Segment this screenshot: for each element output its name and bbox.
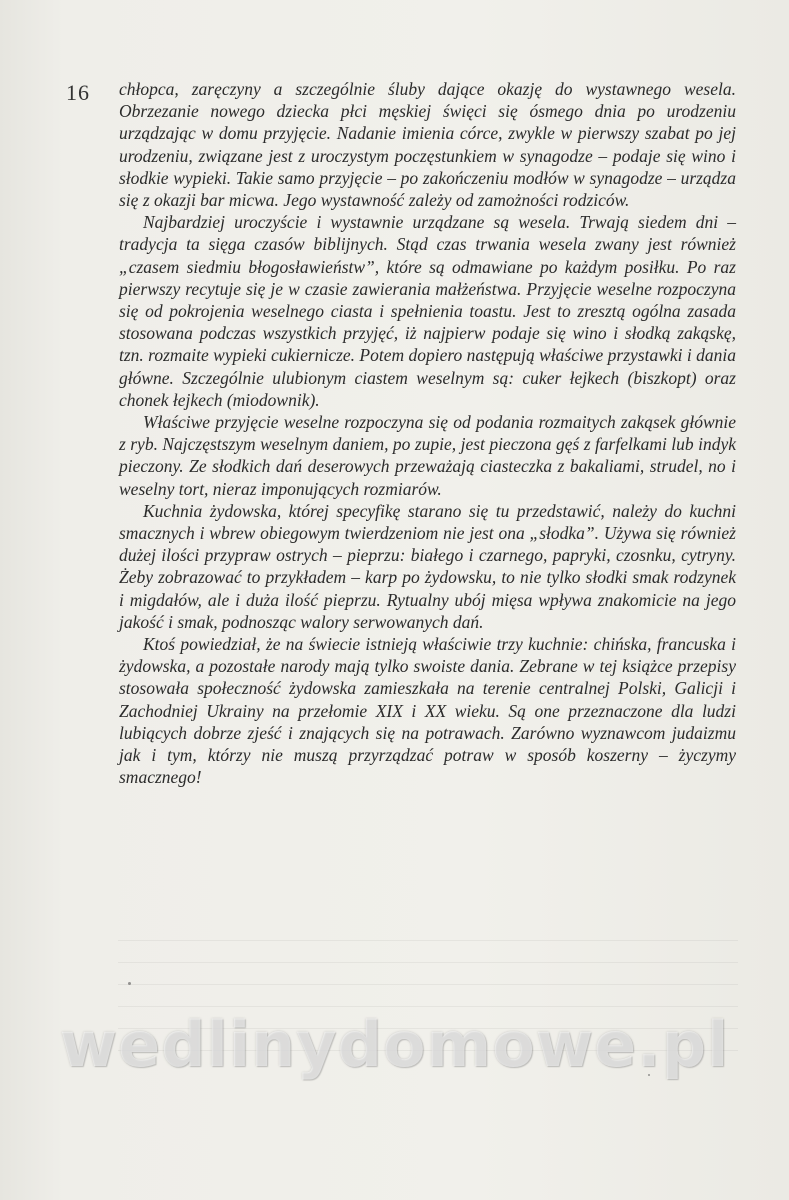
paragraph-1: chłopca, zaręczyny a szczególnie śluby dające okazję do wystawnego wesela. Obrzezanie nowego dziecka płci męskiej święci się ósmego dnia po urodzeniu urządzając w domu przyjęcie. Nadanie imienia córce, zwykle w pierwszy szabat po jej urodzeniu, związane jest z uroczystym poczęstunkiem w synagodze – podaje się wino i słodkie wypieki. Takie samo przyjęcie – po zakończeniu modłów w synagodze – urządza się z okazji bar micwa. Jego wystawność zależy od zamożności rodziców. [119,79,736,211]
body-text [119,78,736,789]
watermark: wedlinydomowe.pl [59,1008,730,1081]
paragraph-4: Kuchnia żydowska, której specyfikę starano się tu przedstawić, należy do kuchni smacznych i wbrew obiegowym twierdzeniom nie jest ona „słodka”. Używa się również dużej ilości przypraw ostrych – pieprzu: białego i czarnego, papryki, czosnku, cytryny. Żeby zobrazować to przykładem – karp po żydowsku, to nie tylko słodki smak rodzynek i migdałów, ale i duża ilość pieprzu. Rytualny ubój mięsa wpływa znakomicie na jego jakość i smak, podnosząc walory serwowanych dań. [119,500,736,632]
paragraph-2: Najbardziej uroczyście i wystawnie urządzane są wesela. Trwają siedem dni – tradycja ta sięga czasów biblijnych. Stąd czas trwania wesela zwany jest również „czasem siedmiu błogosławieństw”, które są odmawiane po każdym posiłku. Po raz pierwszy recytuje się je w czasie zawierania małżeństwa. Przyjęcie weselne rozpoczyna się od pokrojenia weselnego ciasta i spełnienia toastu. Jest to zresztą ogólna zasada stosowana podczas wszystkich przyjęć, iż najpierw podaje się wino i słodką zakąskę, tzn. rozmaite wypieki cukiernicze. Potem dopiero następują właściwe przystawki i dania główne. Szczególnie ulubionym ciastem weselnym są: cuker łejkech (biszkopt) oraz chonek łejkech (miodownik). [119,212,736,410]
paragraph-5: Ktoś powiedział, że na świecie istnieją właściwie trzy kuchnie: chińska, francuska i żydowska, a pozostałe narody mają tylko swoiste dania. Zebrane w tej książce przepisy stosowała społeczność żydowska zamieszkała na terenie centralnej Polski, Galicji i Zachodniej Ukrainy na przełomie XIX i XX wieku. Są one przeznaczone dla ludzi lubiących dobrze zjeść i znających się na potrawach. Zarówno wyznawcom judaizmu jak i tym, którzy nie muszą przyrządzać potraw w sposób koszerny – życzymy smacznego! [119,634,736,788]
bleed-through-line [118,1006,738,1007]
page-number: 16 [66,80,90,105]
paragraph-3: Właściwe przyjęcie weselne rozpoczyna się od podania rozmaitych zakąsek głównie z ryb. Najczęstszym weselnym daniem, po zupie, jest pieczona gęś z farfelkami lub indyk pieczony. Ze słodkich dań deserowych przeważają ciasteczka z bakaliami, strudel, no i weselny tort, nieraz imponujących rozmiarów. [119,412,736,499]
paper-speck [128,982,131,985]
bleed-through-line [118,940,738,941]
bleed-through-line [118,984,738,985]
bleed-through-line [118,962,738,963]
